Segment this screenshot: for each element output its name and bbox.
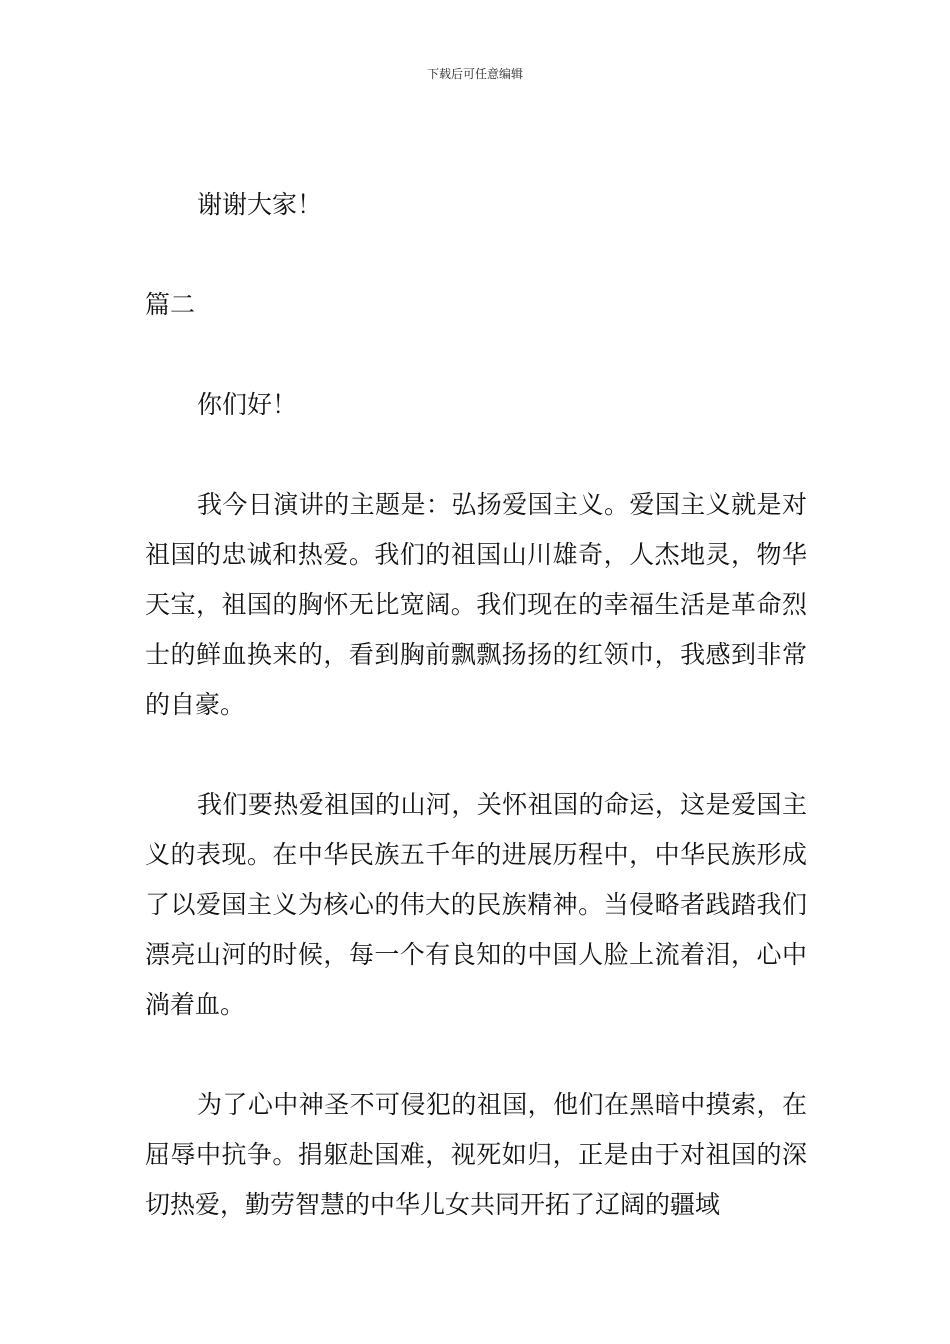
section-heading: 篇二 bbox=[145, 290, 196, 319]
document-body bbox=[145, 180, 807, 1230]
body-paragraph-2: 我们要热爱祖国的山河，关怀祖国的命运，这是爱国主义的表现。在中华民族五千年的进展历程中，中华民族形成了以爱国主义为核心的伟大的民族精神。当侵略者践踏我们漂亮山河的时候，每一个有良知的中国人脸上流着泪，心中淌着血。 bbox=[145, 790, 807, 1019]
body-paragraph-1: 我今日演讲的主题是：弘扬爱国主义。爱国主义就是对祖国的忠诚和热爱。我们的祖国山川雄奇，人杰地灵，物华天宝，祖国的胸怀无比宽阔。我们现在的幸福生活是革命烈士的鲜血换来的，看到胸前飘飘扬扬的红领巾，我感到非常的自豪。 bbox=[145, 490, 807, 719]
paragraph-gap bbox=[145, 1030, 807, 1080]
greeting-line: 你们好！ bbox=[197, 390, 298, 419]
page-header-note: 下载后可任意编辑 bbox=[426, 67, 523, 81]
paragraph-gap bbox=[145, 430, 807, 480]
paragraph-gap bbox=[145, 330, 807, 380]
closing-line: 谢谢大家！ bbox=[197, 190, 323, 219]
paragraph-gap bbox=[145, 730, 807, 780]
body-paragraph-3: 为了心中神圣不可侵犯的祖国，他们在黑暗中摸索，在屈辱中抗争。捐躯赴国难，视死如归，正是由于对祖国的深切热爱，勤劳智慧的中华儿女共同开拓了辽阔的疆域 bbox=[145, 1090, 807, 1219]
paragraph-gap bbox=[145, 230, 807, 280]
